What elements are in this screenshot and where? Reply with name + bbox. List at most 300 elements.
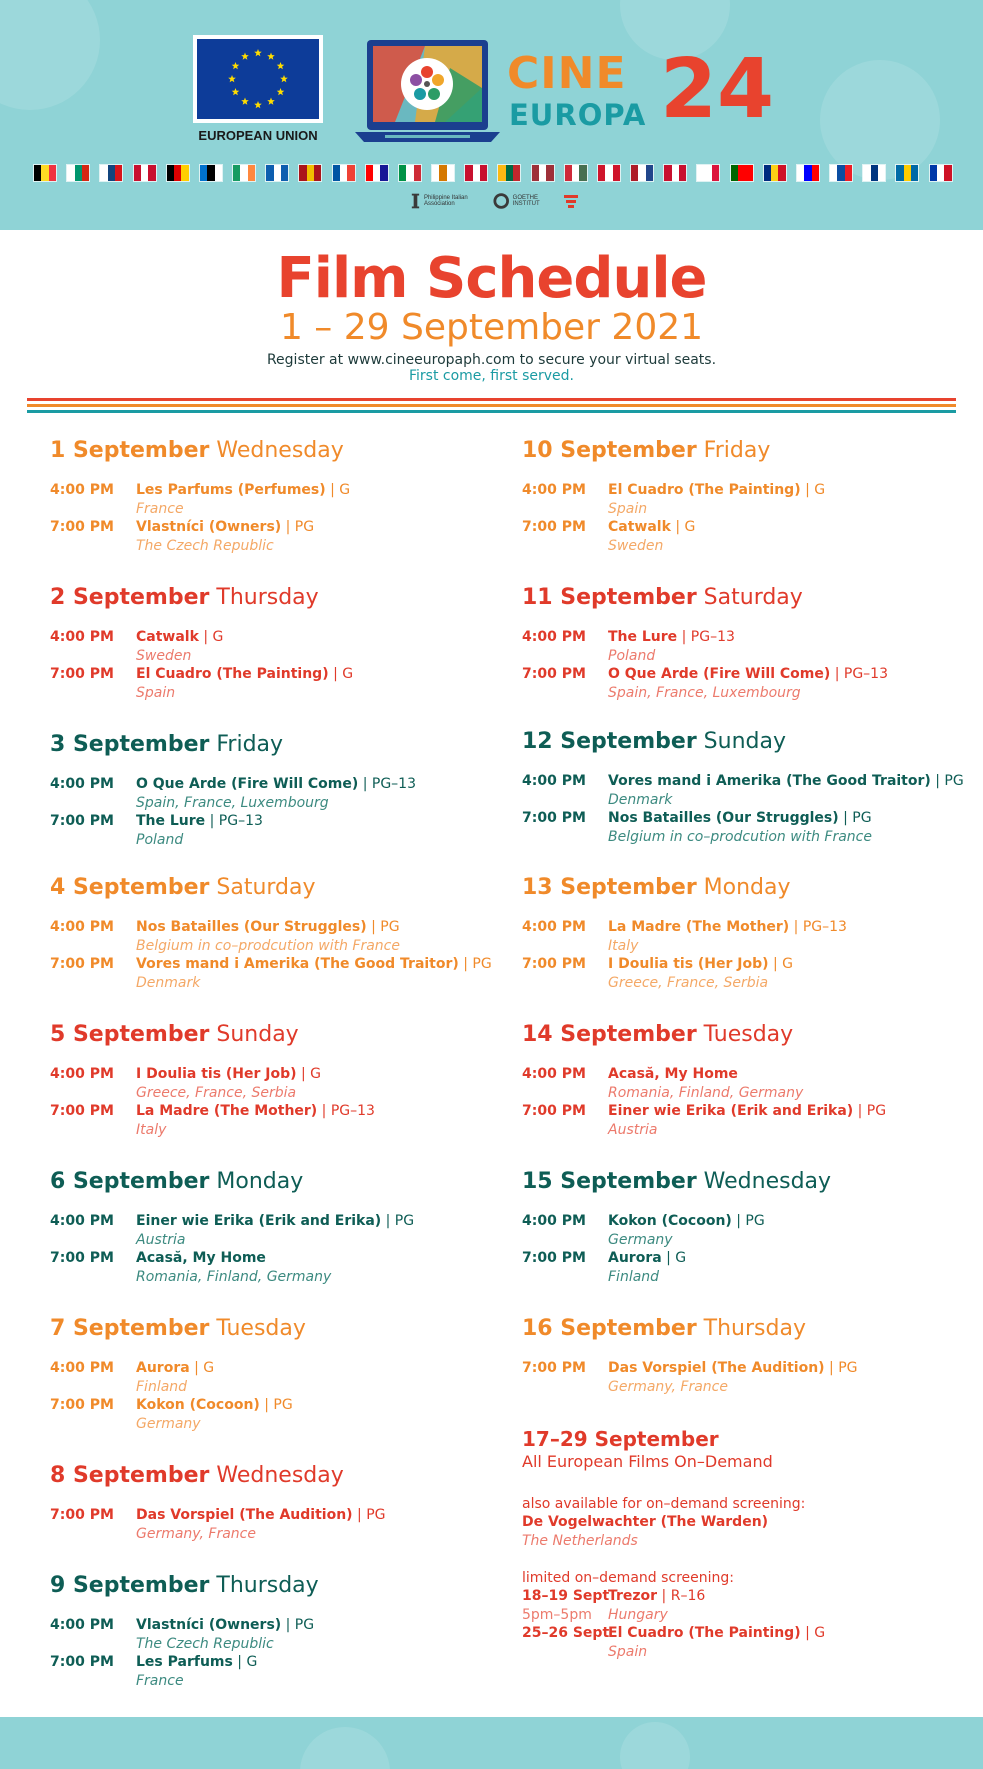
film-rating: | PG xyxy=(463,956,492,972)
film-line xyxy=(136,518,314,536)
screening-row xyxy=(522,1065,952,1102)
screening-row xyxy=(522,518,952,555)
eu-star xyxy=(241,98,249,105)
day-date: 10 September xyxy=(522,438,697,463)
screening-row xyxy=(522,772,964,809)
film-title: The Lure xyxy=(608,629,678,645)
cine-europa-logo xyxy=(507,42,797,137)
screening-time: 4:00 PM xyxy=(50,1213,114,1229)
partner-label: GOETHE INSTITUT xyxy=(512,195,540,207)
film-line xyxy=(608,1249,686,1267)
film-country: Denmark xyxy=(136,975,201,991)
day-weekday: Monday xyxy=(216,1169,304,1194)
film-line xyxy=(608,1065,738,1083)
country-flag-icon xyxy=(464,164,488,182)
day-weekday: Tuesday xyxy=(703,1022,794,1047)
limited-film: El Cuadro (The Painting) xyxy=(608,1625,801,1641)
film-line xyxy=(608,1212,765,1230)
country-flag-icon xyxy=(929,164,953,182)
film-country: Belgium in co–prodcution with France xyxy=(136,938,400,954)
film-line xyxy=(136,1065,321,1083)
film-line xyxy=(136,1212,414,1230)
country-flag-icon xyxy=(133,164,157,182)
film-country: The Czech Republic xyxy=(136,538,274,554)
day-block xyxy=(50,1021,375,1138)
country-flag-icon xyxy=(265,164,289,182)
limited-label: limited on–demand screening: xyxy=(522,1570,735,1586)
film-rating: | G xyxy=(773,956,794,972)
country-flag-icon xyxy=(497,164,521,182)
limited-rating: | R–16 xyxy=(661,1588,706,1604)
day-block xyxy=(522,1315,858,1395)
screening-time: 7:00 PM xyxy=(522,519,586,535)
day-date: 11 September xyxy=(522,585,697,610)
on-demand-range: 17–29 September xyxy=(522,1427,719,1451)
day-date: 9 September xyxy=(50,1573,210,1598)
eu-star xyxy=(254,101,262,108)
day-weekday: Wednesday xyxy=(216,1463,344,1488)
film-line xyxy=(608,1359,858,1377)
screening-row xyxy=(50,628,480,665)
film-country: Austria xyxy=(136,1232,186,1248)
day-weekday: Saturday xyxy=(216,875,316,900)
day-heading xyxy=(50,1462,344,1490)
country-flag-icon xyxy=(763,164,787,182)
day-block xyxy=(50,1315,306,1432)
screening-time: 4:00 PM xyxy=(50,919,114,935)
screening-row xyxy=(50,518,480,555)
film-country: Romania, Finland, Germany xyxy=(136,1269,332,1285)
header-banner xyxy=(0,0,983,230)
film-title: La Madre (The Mother) xyxy=(136,1103,318,1119)
limited-rating: | G xyxy=(805,1625,826,1641)
film-line xyxy=(136,918,400,936)
country-flag-icon xyxy=(232,164,256,182)
film-line xyxy=(136,481,350,499)
film-country: Sweden xyxy=(136,648,192,664)
film-line xyxy=(608,955,793,973)
film-rating: | G xyxy=(330,482,351,498)
day-heading xyxy=(50,1021,299,1049)
film-title: Vlastníci (Owners) xyxy=(136,1617,282,1633)
day-date: 12 September xyxy=(522,729,697,754)
day-weekday: Wednesday xyxy=(703,1169,832,1194)
day-heading xyxy=(50,731,283,759)
film-line xyxy=(136,1653,257,1671)
film-country: Italy xyxy=(136,1122,167,1138)
film-line xyxy=(608,665,888,683)
also-available-label: also available for on–demand screening: xyxy=(522,1496,806,1512)
day-date: 1 September xyxy=(50,438,210,463)
screening-row xyxy=(522,955,952,992)
film-rating: | PG xyxy=(829,1360,858,1376)
day-block xyxy=(522,874,847,991)
eu-stars-icon xyxy=(197,39,319,119)
film-rating: | G xyxy=(805,482,826,498)
day-weekday: Monday xyxy=(703,875,791,900)
film-country: The Czech Republic xyxy=(136,1636,274,1652)
eu-label: EUROPEAN UNION xyxy=(198,128,318,143)
film-title: Kokon (Cocoon) xyxy=(136,1397,260,1413)
film-title: La Madre (The Mother) xyxy=(608,919,790,935)
day-weekday: Tuesday xyxy=(216,1316,306,1341)
film-country: Romania, Finland, Germany xyxy=(608,1085,804,1101)
film-line xyxy=(136,1506,386,1524)
film-title: Kokon (Cocoon) xyxy=(608,1213,732,1229)
limited-film: Trezor xyxy=(608,1588,658,1604)
film-country: Germany xyxy=(136,1416,201,1432)
day-weekday: Saturday xyxy=(703,585,803,610)
screening-time: 7:00 PM xyxy=(50,1103,114,1119)
eu-star xyxy=(232,62,240,69)
film-rating: | PG–13 xyxy=(209,813,263,829)
film-country: France xyxy=(136,1673,184,1689)
film-line xyxy=(608,481,825,499)
day-block xyxy=(50,1462,386,1542)
day-heading xyxy=(50,1168,303,1196)
day-date: 6 September xyxy=(50,1169,210,1194)
country-flag-icon xyxy=(166,164,190,182)
film-title: Aurora xyxy=(608,1250,662,1266)
screening-time: 4:00 PM xyxy=(50,776,114,792)
day-weekday: Thursday xyxy=(216,1573,319,1598)
film-line xyxy=(608,809,872,827)
eu-flag-logo xyxy=(193,35,323,123)
screening-time: 7:00 PM xyxy=(522,1250,586,1266)
day-heading xyxy=(50,584,319,612)
eu-star xyxy=(267,52,275,59)
day-heading xyxy=(522,1168,831,1196)
day-block xyxy=(522,437,826,554)
film-country: Finland xyxy=(136,1379,188,1395)
film-rating: | PG xyxy=(264,1397,293,1413)
film-line xyxy=(608,1102,886,1120)
column-icon xyxy=(410,193,421,209)
day-heading xyxy=(50,1572,319,1600)
screening-row xyxy=(522,1359,952,1396)
screening-time: 4:00 PM xyxy=(522,1066,586,1082)
film-line xyxy=(608,628,735,646)
day-heading xyxy=(522,874,791,902)
day-block xyxy=(50,1572,319,1689)
eu-star xyxy=(241,52,249,59)
day-block xyxy=(522,1021,887,1138)
day-date: 13 September xyxy=(522,875,697,900)
eu-country-flags xyxy=(33,164,953,182)
screening-row xyxy=(50,812,480,849)
partner-philippine-italian xyxy=(410,193,493,209)
film-rating: | PG xyxy=(736,1213,765,1229)
film-rating: | PG xyxy=(857,1103,887,1119)
film-line xyxy=(136,1249,266,1267)
screening-time: 7:00 PM xyxy=(50,1397,114,1413)
film-title: O Que Arde (Fire Will Come) xyxy=(608,666,831,682)
country-flag-icon xyxy=(730,164,754,182)
first-come-note: First come, first served. xyxy=(408,368,575,384)
film-title: El Cuadro (The Painting) xyxy=(608,482,801,498)
screening-row xyxy=(50,1249,480,1286)
film-country: Germany, France xyxy=(608,1379,728,1395)
screening-time: 7:00 PM xyxy=(50,519,114,535)
eu-star xyxy=(277,88,285,95)
film-line xyxy=(136,775,416,793)
film-rating: | PG–13 xyxy=(793,919,847,935)
country-flag-icon xyxy=(862,164,886,182)
day-date: 2 September xyxy=(50,585,210,610)
film-title: Aurora xyxy=(136,1360,190,1376)
film-title: Das Vorspiel (The Audition) xyxy=(608,1360,825,1376)
film-line xyxy=(136,1396,293,1414)
film-country: Denmark xyxy=(608,792,673,808)
film-country: France xyxy=(136,501,184,517)
laptop-film-reel-icon xyxy=(355,38,500,148)
day-date: 3 September xyxy=(50,732,210,757)
film-country: Greece, France, Serbia xyxy=(136,1085,297,1101)
film-title: O Que Arde (Fire Will Come) xyxy=(136,776,359,792)
film-title: Nos Batailles (Our Struggles) xyxy=(136,919,367,935)
register-note: Register at www.cineeuropaph.com to secure your virtual seats. xyxy=(266,352,717,368)
day-weekday: Friday xyxy=(216,732,284,757)
day-heading xyxy=(522,584,803,612)
day-date: 15 September xyxy=(522,1169,697,1194)
day-block xyxy=(50,1168,415,1285)
brand-europa: EUROPA xyxy=(509,98,647,132)
film-country: Greece, France, Serbia xyxy=(608,975,769,991)
screening-time: 4:00 PM xyxy=(50,1617,114,1633)
eu-star xyxy=(254,49,262,56)
film-title: El Cuadro (The Painting) xyxy=(136,666,329,682)
film-country: Spain, France, Luxembourg xyxy=(608,685,801,701)
film-country: Germany, France xyxy=(136,1526,256,1542)
eu-star xyxy=(280,75,288,82)
film-title: Das Vorspiel (The Audition) xyxy=(136,1507,353,1523)
country-flag-icon xyxy=(199,164,223,182)
screening-time: 4:00 PM xyxy=(522,773,586,789)
film-country: Belgium in co–prodcution with France xyxy=(608,829,872,845)
country-flag-icon xyxy=(829,164,853,182)
screening-row xyxy=(522,1102,952,1139)
day-date: 16 September xyxy=(522,1316,697,1341)
screening-row xyxy=(522,665,952,702)
screening-time: 7:00 PM xyxy=(50,666,114,682)
film-line xyxy=(136,1359,214,1377)
screening-row xyxy=(50,775,480,812)
day-date: 14 September xyxy=(522,1022,697,1047)
day-weekday: Sunday xyxy=(703,729,786,754)
film-country: Sweden xyxy=(608,538,664,554)
country-flag-icon xyxy=(365,164,389,182)
day-date: 4 September xyxy=(50,875,210,900)
film-title: Les Parfums xyxy=(136,1654,233,1670)
screening-time: 7:00 PM xyxy=(50,813,114,829)
partner-goethe xyxy=(493,192,562,210)
screening-row xyxy=(50,1065,480,1102)
day-heading xyxy=(50,1315,306,1343)
country-flag-icon xyxy=(564,164,588,182)
film-title: Vores mand i Amerika (The Good Traitor) xyxy=(136,956,459,972)
screening-time: 4:00 PM xyxy=(50,482,114,498)
also-available-film: De Vogelwachter (The Warden) xyxy=(522,1514,769,1530)
screening-time: 7:00 PM xyxy=(522,1360,586,1376)
screening-time: 4:00 PM xyxy=(522,1213,586,1229)
film-rating: | PG–13 xyxy=(362,776,416,792)
day-heading xyxy=(522,728,786,756)
film-rating: | PG xyxy=(385,1213,415,1229)
day-weekday: Sunday xyxy=(216,1022,299,1047)
goethe-circle-icon xyxy=(493,192,509,210)
film-line xyxy=(608,772,964,790)
screening-time: 7:00 PM xyxy=(50,1507,114,1523)
also-available-country: The Netherlands xyxy=(522,1533,638,1549)
brand-number: 24 xyxy=(660,42,775,137)
film-title: I Doulia tis (Her Job) xyxy=(136,1066,297,1082)
day-block xyxy=(50,437,351,554)
on-demand-subtitle: All European Films On–Demand xyxy=(522,1452,773,1471)
country-flag-icon xyxy=(531,164,555,182)
eu-star xyxy=(277,62,285,69)
day-heading xyxy=(522,437,770,465)
screening-time: 4:00 PM xyxy=(50,1066,114,1082)
film-title: Nos Batailles (Our Struggles) xyxy=(608,810,839,826)
country-flag-icon xyxy=(630,164,654,182)
country-flag-icon xyxy=(696,164,720,182)
film-rating: | PG xyxy=(285,519,315,535)
film-country: Germany xyxy=(608,1232,673,1248)
country-flag-icon xyxy=(597,164,621,182)
film-line xyxy=(608,518,695,536)
film-rating: | PG–13 xyxy=(681,629,735,645)
film-title: Vlastníci (Owners) xyxy=(136,519,282,535)
screening-row xyxy=(522,1249,952,1286)
partner-cervantes xyxy=(562,193,580,209)
day-weekday: Thursday xyxy=(703,1316,806,1341)
film-title: Einer wie Erika (Erik and Erika) xyxy=(608,1103,854,1119)
cervantes-logo-icon xyxy=(562,193,580,209)
film-country: Spain xyxy=(136,685,176,701)
film-rating: | PG–13 xyxy=(321,1103,375,1119)
footer-banner xyxy=(0,1717,983,1769)
film-line xyxy=(608,918,847,936)
film-rating: | PG xyxy=(285,1617,315,1633)
divider-stripes xyxy=(27,398,956,418)
screening-row xyxy=(50,1102,480,1139)
film-title: Acasă, My Home xyxy=(136,1250,266,1266)
country-flag-icon xyxy=(895,164,919,182)
screening-row xyxy=(522,1212,952,1249)
film-rating: | PG xyxy=(371,919,400,935)
day-block xyxy=(522,728,964,845)
screening-time: 4:00 PM xyxy=(522,919,586,935)
film-rating: | G xyxy=(194,1360,215,1376)
screening-time: 7:00 PM xyxy=(522,1103,586,1119)
screening-time: 7:00 PM xyxy=(50,1654,114,1670)
partner-label: Philippine Italian Association xyxy=(423,195,468,207)
screening-row xyxy=(522,628,952,665)
screening-row xyxy=(50,1653,480,1690)
film-country: Finland xyxy=(608,1269,660,1285)
country-flag-icon xyxy=(398,164,422,182)
day-block xyxy=(50,584,354,701)
film-line xyxy=(136,1616,314,1634)
screening-time: 7:00 PM xyxy=(50,1250,114,1266)
day-weekday: Friday xyxy=(703,438,771,463)
film-line xyxy=(136,955,492,973)
screening-time: 4:00 PM xyxy=(522,629,586,645)
screening-time: 4:00 PM xyxy=(50,629,114,645)
screening-row xyxy=(522,918,952,955)
day-block xyxy=(522,584,888,701)
day-block xyxy=(50,874,492,991)
film-line xyxy=(136,812,263,830)
country-flag-icon xyxy=(796,164,820,182)
screening-row xyxy=(50,955,492,992)
country-flag-icon xyxy=(332,164,356,182)
screening-row xyxy=(522,809,952,846)
screening-row xyxy=(50,1396,480,1433)
film-title: Vores mand i Amerika (The Good Traitor) xyxy=(608,773,931,789)
partner-logos xyxy=(410,188,580,214)
country-flag-icon xyxy=(33,164,57,182)
film-title: Catwalk xyxy=(608,519,671,535)
limited-when: 25–26 Sept xyxy=(522,1625,610,1641)
screening-row xyxy=(50,1212,480,1249)
film-rating: | G xyxy=(333,666,354,682)
day-heading xyxy=(522,1315,806,1343)
screening-row xyxy=(522,481,952,518)
day-heading xyxy=(50,437,344,465)
film-title: Acasă, My Home xyxy=(608,1066,738,1082)
film-country: Italy xyxy=(608,938,639,954)
film-rating: | G xyxy=(203,629,224,645)
film-rating: | PG xyxy=(935,773,964,789)
country-flag-icon xyxy=(66,164,90,182)
film-country: Poland xyxy=(608,648,656,664)
film-country: Spain, France, Luxembourg xyxy=(136,795,329,811)
film-title: The Lure xyxy=(136,813,206,829)
screening-row xyxy=(50,918,480,955)
screening-row xyxy=(50,1506,480,1543)
day-heading xyxy=(522,1021,793,1049)
day-date: 5 September xyxy=(50,1022,210,1047)
screening-time: 7:00 PM xyxy=(522,666,586,682)
screening-time: 4:00 PM xyxy=(522,482,586,498)
film-title: Catwalk xyxy=(136,629,199,645)
film-title: Einer wie Erika (Erik and Erika) xyxy=(136,1213,382,1229)
film-country: Spain xyxy=(608,501,648,517)
screening-time: 7:00 PM xyxy=(50,956,114,972)
screening-time: 7:00 PM xyxy=(522,956,586,972)
film-rating: | PG xyxy=(357,1507,386,1523)
day-block xyxy=(522,1168,832,1285)
film-rating: | PG xyxy=(843,810,872,826)
day-date: 7 September xyxy=(50,1316,210,1341)
screening-row xyxy=(50,665,480,702)
day-weekday: Thursday xyxy=(216,585,319,610)
brand-cine: CINE xyxy=(507,48,627,99)
film-rating: | G xyxy=(666,1250,687,1266)
day-heading xyxy=(50,874,316,902)
day-block xyxy=(50,731,416,848)
film-line xyxy=(136,1102,375,1120)
film-country: Austria xyxy=(608,1122,658,1138)
screening-row xyxy=(50,481,480,518)
country-flag-icon xyxy=(663,164,687,182)
eu-star xyxy=(267,98,275,105)
film-rating: | G xyxy=(237,1654,258,1670)
page-title: Film Schedule xyxy=(276,246,707,311)
film-line xyxy=(136,628,223,646)
country-flag-icon xyxy=(99,164,123,182)
